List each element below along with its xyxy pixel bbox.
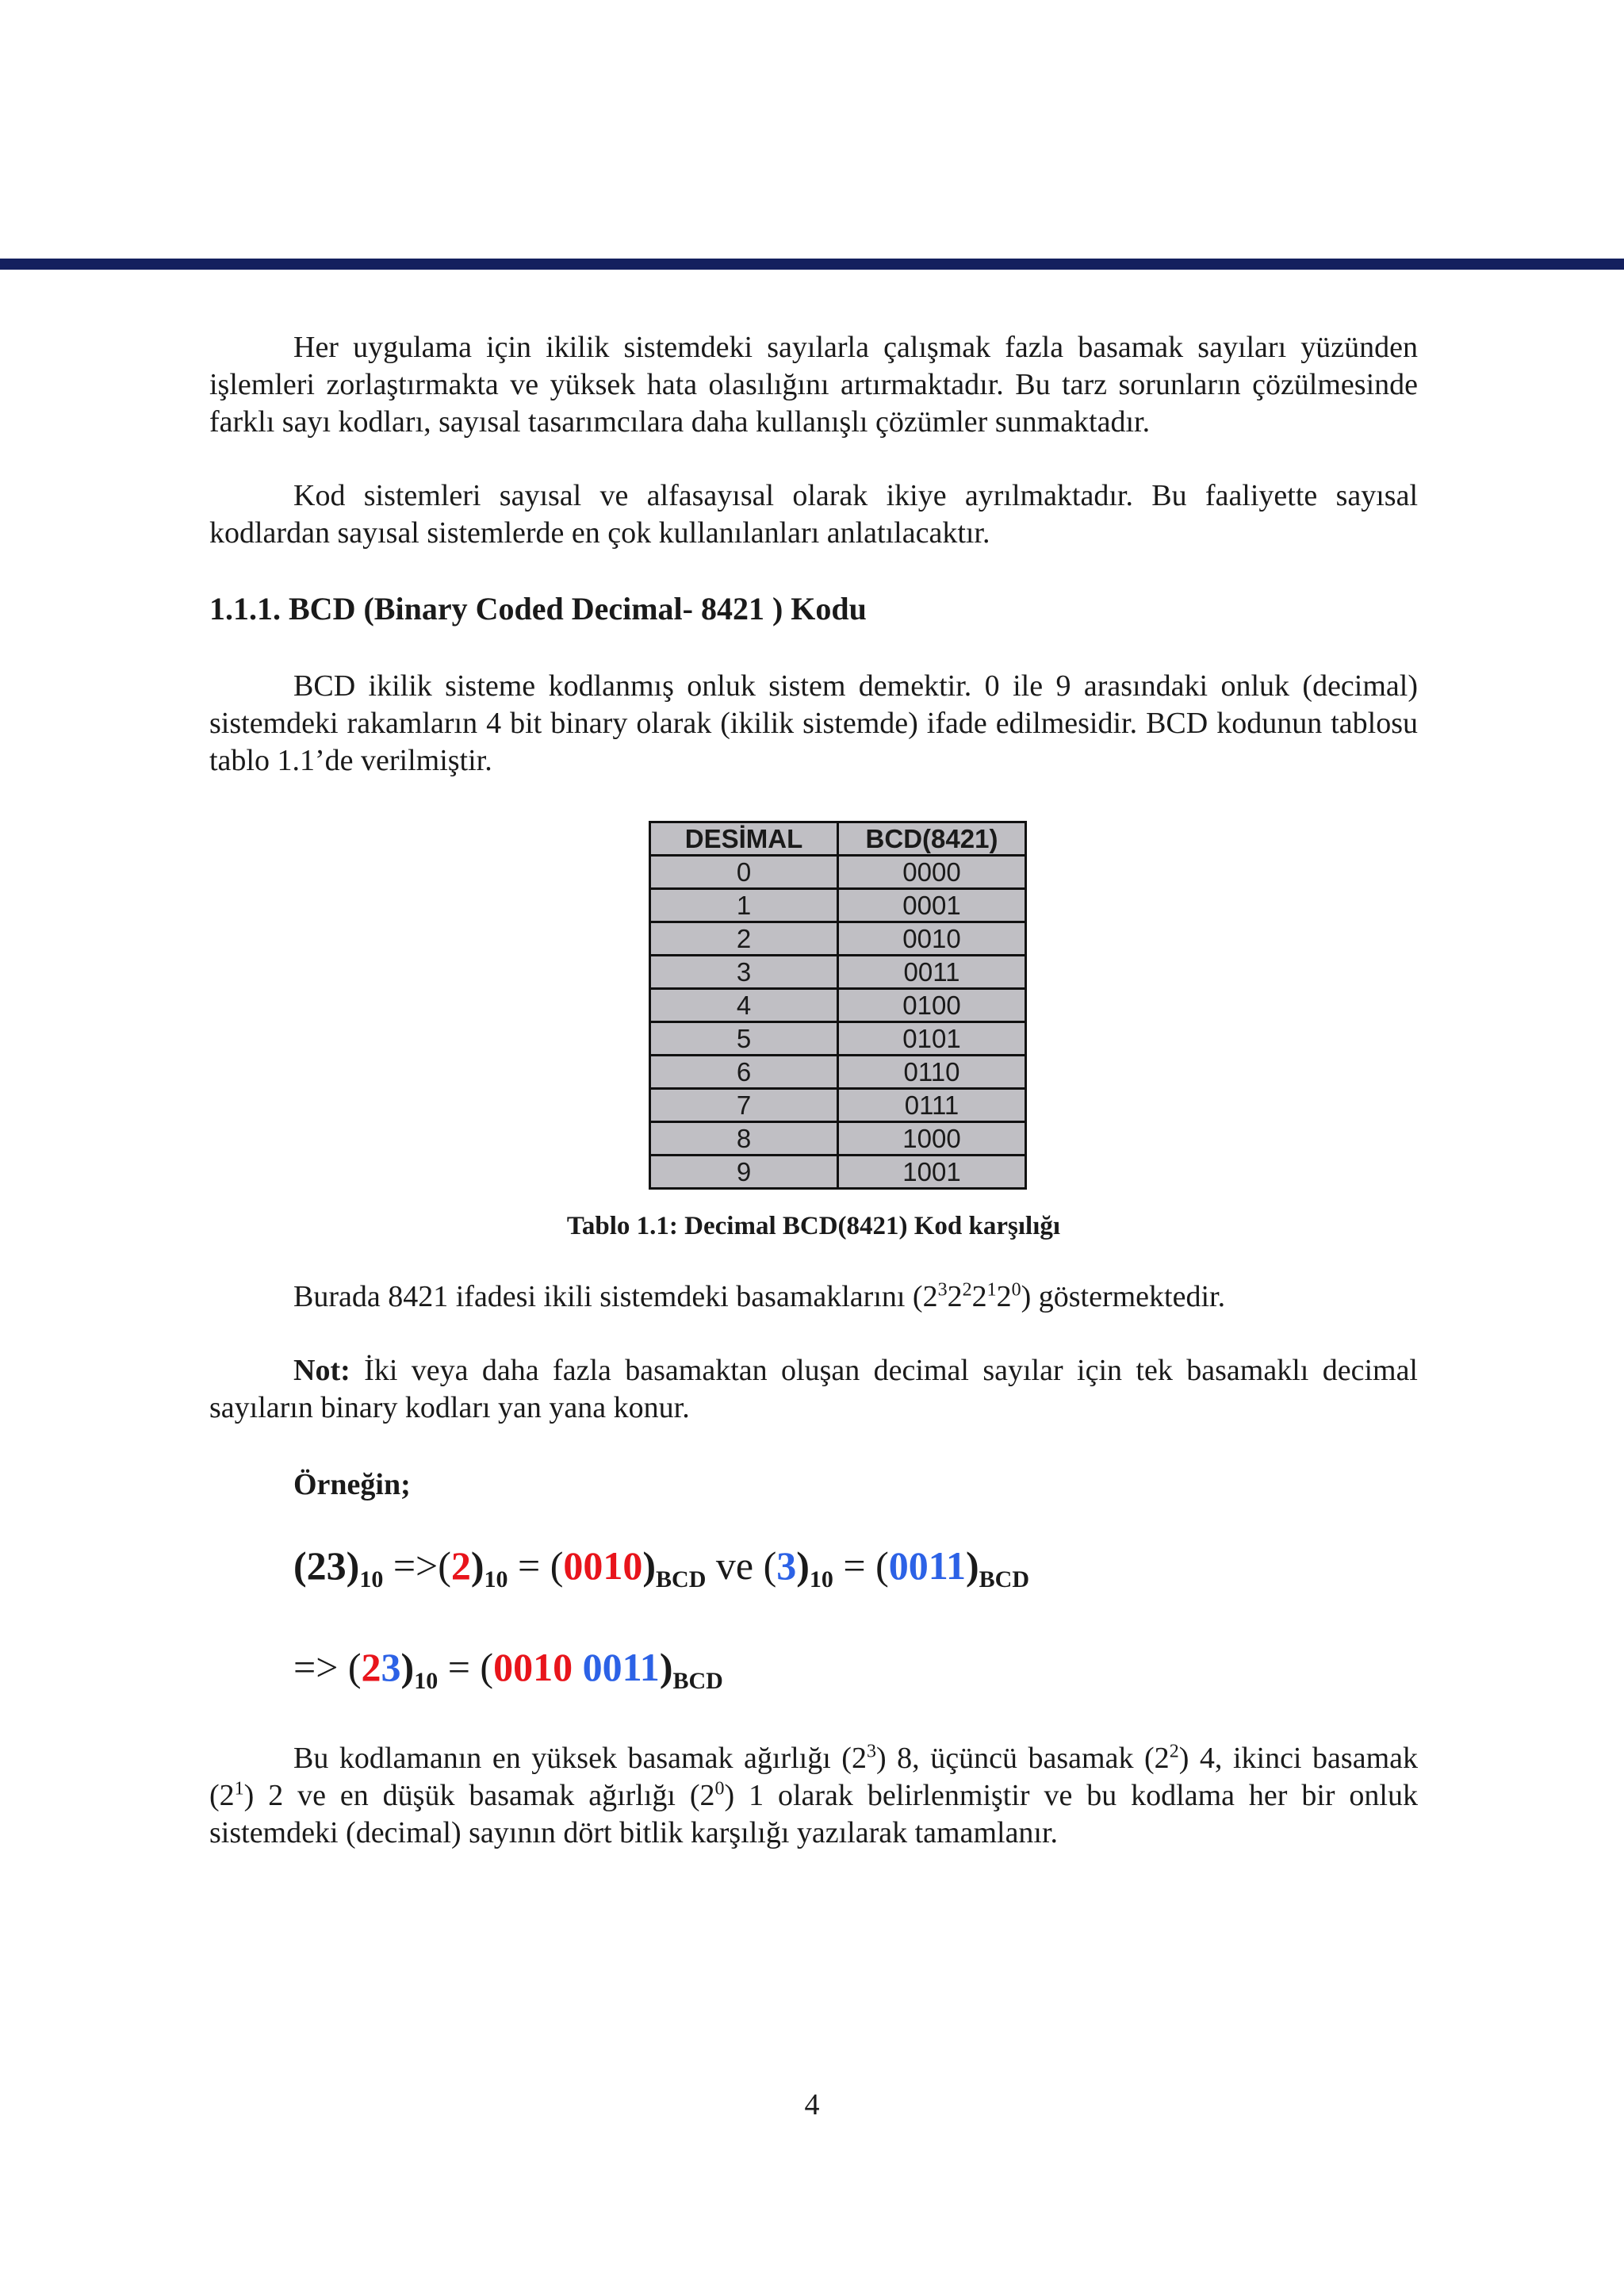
table-row [650,856,1026,889]
text-span: Bu kodlamanın en yüksek basamak ağırlığı (2 [293,1742,867,1775]
table-row [650,1089,1026,1122]
table-cell: 7 [650,1089,838,1122]
formula-code-red: 0010 [563,1543,643,1588]
formula-digit-blue: 3 [381,1645,401,1689]
superscript: 3 [866,1741,876,1762]
superscript: 3 [937,1279,948,1301]
formula-digit-red: 2 [450,1543,471,1588]
note-label: Not: [293,1354,350,1387]
table-cell: 0001 [838,889,1026,922]
paragraph-weights [209,1740,1418,1852]
formula-digit-blue: 3 [776,1543,797,1588]
table-cell: 4 [650,989,838,1022]
formula-subscript: 10 [414,1668,439,1694]
formula-combined [293,1643,1418,1705]
table-cell: 5 [650,1022,838,1056]
text-span: 2 [996,1280,1012,1313]
formula-code-blue: 0011 [582,1645,660,1689]
paragraph-note [209,1352,1418,1427]
formula-subscript: 10 [359,1566,384,1593]
table-cell: 0 [650,856,838,889]
text-span: ) göstermektedir. [1021,1280,1226,1313]
table-cell: 0100 [838,989,1026,1022]
formula-part: = ( [438,1645,494,1689]
table-header-bcd: BCD(8421) [838,822,1026,856]
table-row [650,889,1026,922]
table-row [650,956,1026,989]
formula-part: = ( [833,1543,889,1588]
table-cell: 0000 [838,856,1026,889]
formula-code-blue: 0011 [888,1543,966,1588]
table-cell: 0011 [838,956,1026,989]
formula-subscript: BCD [979,1566,1029,1593]
superscript: 0 [1011,1279,1021,1301]
formula-part: => ( [293,1645,362,1689]
section-heading: 1.1.1. BCD (Binary Coded Decimal- 8421 ) Kodu [209,591,867,627]
formula-part: = ( [508,1543,564,1588]
superscript: 0 [714,1778,725,1799]
table-header-row [650,822,1026,856]
formula-subscript: 10 [809,1566,833,1593]
table-cell: 1000 [838,1122,1026,1156]
formula-split [293,1542,1418,1604]
paragraph-code-systems: Kod sistemleri sayısal ve alfasayısal olarak ikiye ayrılmaktadır. Bu faaliyette sayısal kodlardan sayısal sistemlerde en çok kullanılanları anlatılacaktır. [209,479,1418,550]
table-cell: 1001 [838,1156,1026,1189]
table-cell: 3 [650,956,838,989]
table-cell: 8 [650,1122,838,1156]
superscript: 2 [962,1279,972,1301]
text-span: ) 4, ikinci basamak (2 [209,1742,1418,1812]
page-number: 4 [804,2088,820,2121]
table-cell: 1 [650,889,838,922]
header-rule [0,259,1624,270]
table-cell: 9 [650,1156,838,1189]
text-span: 2 [922,1280,938,1313]
superscript: 2 [1169,1741,1179,1762]
table-header-decimal: DESİMAL [650,822,838,856]
table-row [650,1156,1026,1189]
table-row [650,1056,1026,1089]
superscript: 1 [986,1279,997,1301]
formula-part: ) [659,1645,673,1689]
formula-part: ) [400,1645,415,1689]
formula-subscript: BCD [656,1566,707,1593]
table-row [650,1122,1026,1156]
paragraph-intro: Her uygulama için ikilik sistemdeki sayılarla çalışmak fazla basamak sayıları yüzünden işlemleri zorlaştırmakta ve yüksek hata olasılığını artırmaktadır. Bu tarz sorunların çözülmesinde farklı sayı kodları, sayısal tasarımcılara daha kullanışlı çözümler sunmaktadır. [209,331,1418,439]
formula-subscript: BCD [672,1668,723,1694]
formula-part: =>( [383,1543,451,1588]
formula-part: ) [642,1543,657,1588]
note-text: İki veya daha fazla basamaktan oluşan decimal sayılar için tek basamaklı decimal sayıların binary kodları yan yana konur. [209,1354,1418,1424]
formula-digit-red: 2 [361,1645,381,1689]
text-span: ) 8, üçüncü basamak (2 [875,1742,1170,1775]
superscript: 1 [234,1778,244,1799]
text-span: 2 [947,1280,963,1313]
text-span: 2 [971,1280,987,1313]
formula-code-red: 0010 [493,1645,573,1689]
table-cell: 0101 [838,1022,1026,1056]
formula-subscript: 10 [484,1566,508,1593]
table-cell: 2 [650,922,838,956]
formula-part: ) [796,1543,810,1588]
paragraph-bcd-definition: BCD ikilik sisteme kodlanmış onluk sistem demektir. 0 ile 9 arasındaki onluk (decimal) sistemdeki rakamların 4 bit binary olarak (ikilik sistemde) ifade edilmesidir. BCD kodunun tablosu tablo 1.1’de verilmiştir. [209,669,1418,777]
formula-part: ) [965,1543,979,1588]
page-content [209,329,1418,1852]
table-cell: 0010 [838,922,1026,956]
table-row [650,1022,1026,1056]
table-cell: 0110 [838,1056,1026,1089]
example-label: Örneğin; [293,1468,411,1501]
text-span: ) 1 olarak belirlenmiştir ve bu kodlama her bir onluk sistemdeki (decimal) sayının dört bitlik karşılığı yazılarak tamamlanır. [209,1779,1418,1849]
table-cell: 0111 [838,1089,1026,1122]
formula-part: (23) [293,1543,360,1588]
table-caption: Tablo 1.1: Decimal BCD(8421) Kod karşılığı [566,1212,1061,1240]
formula-part: ) [470,1543,485,1588]
formula-part: ve ( [706,1543,777,1588]
table-row [650,922,1026,956]
bcd-table [649,821,1027,1190]
text-span: Burada 8421 ifadesi ikili sistemdeki basamaklarını ( [293,1280,923,1313]
paragraph-8421-explain [209,1278,1418,1316]
table-row [650,989,1026,1022]
text-span: ) 2 ve en düşük basamak ağırlığı (2 [243,1779,715,1812]
table-cell: 6 [650,1056,838,1089]
